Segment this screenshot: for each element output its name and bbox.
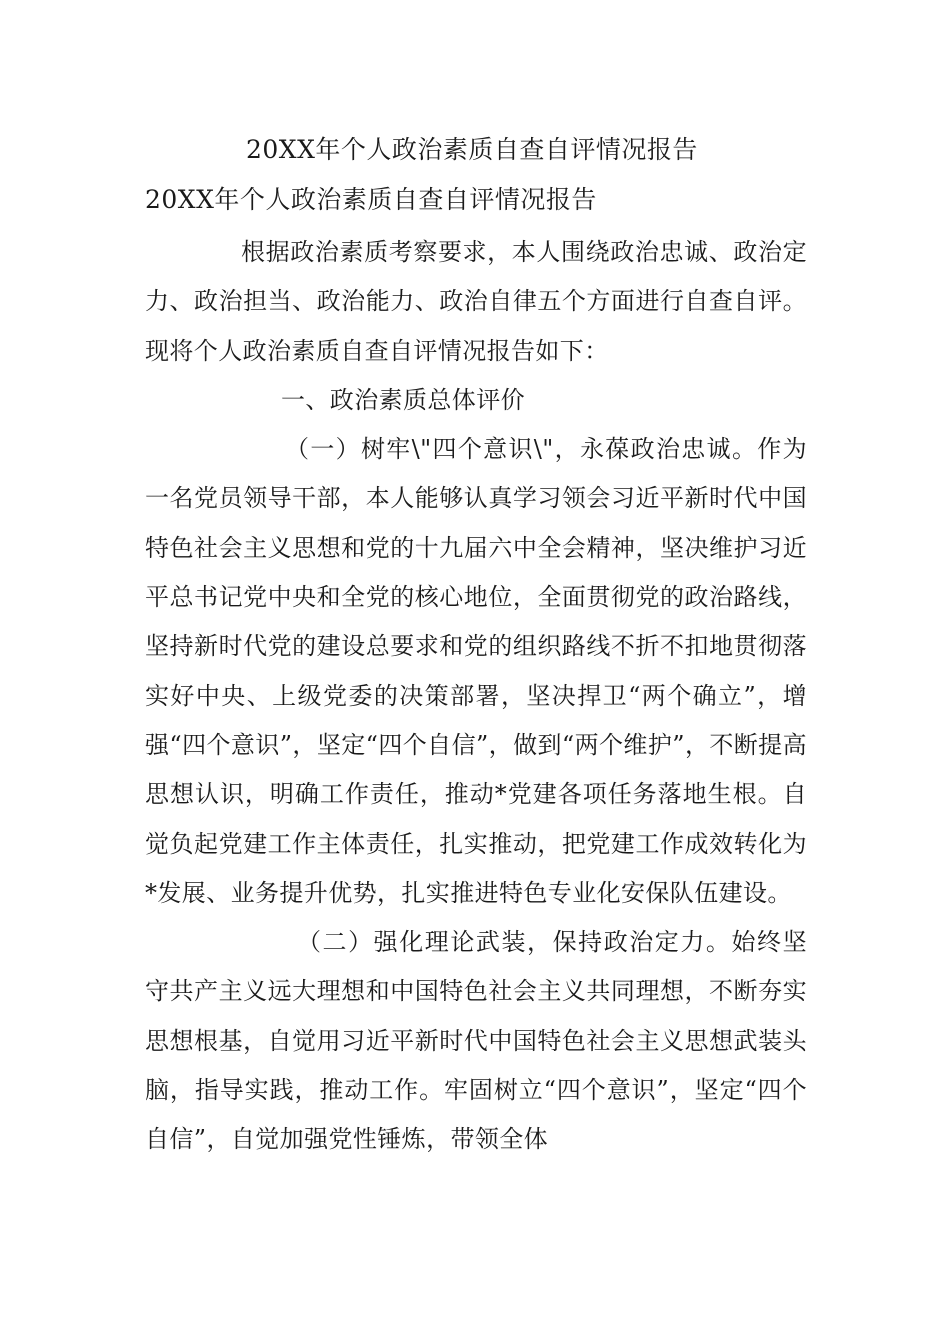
- document-body: [145, 228, 807, 1165]
- body-paragraph-2: （二）强化理论武装，保持政治定力。始终坚守共产主义远大理想和中国特色社会主义共同理想，不断夯实思想根基，自觉用习近平新时代中国特色社会主义思想武装头脑，指导实践，推动工作。牢固树立“四个意识”，坚定“四个自信”，自觉加强党性锤炼，带领全体: [145, 928, 807, 1154]
- intro-paragraph: 根据政治素质考察要求，本人围绕政治忠诚、政治定力、政治担当、政治能力、政治自律五个方面进行自查自评。现将个人政治素质自查自评情况报告如下：: [145, 238, 807, 365]
- document-subtitle: 20XX年个人政治素质自查自评情况报告: [145, 185, 597, 214]
- document-title: 20XX年个人政治素质自查自评情况报告: [246, 135, 698, 164]
- body-paragraph-1: （一）树牢\"四个意识\"，永葆政治忠诚。作为一名党员领导干部，本人能够认真学习领会习近平新时代中国特色社会主义思想和党的十九届六中全会精神，坚决维护习近平总书记党中央和全党的核心地位，全面贯彻党的政治路线，坚持新时代党的建设总要求和党的组织路线不折不扣地贯彻落实好中央、上级党委的决策部署，坚决捍卫“两个确立”，增强“四个意识”，坚定“四个自信”，做到“两个维护”，不断提高思想认识，明确工作责任，推动*党建各项任务落地生根。自觉负起党建工作主体责任，扎实推动，把党建工作成效转化为*发展、业务提升优势，扎实推进特色专业化安保队伍建设。: [145, 435, 807, 907]
- section-heading: 一、政治素质总体评价: [281, 385, 525, 414]
